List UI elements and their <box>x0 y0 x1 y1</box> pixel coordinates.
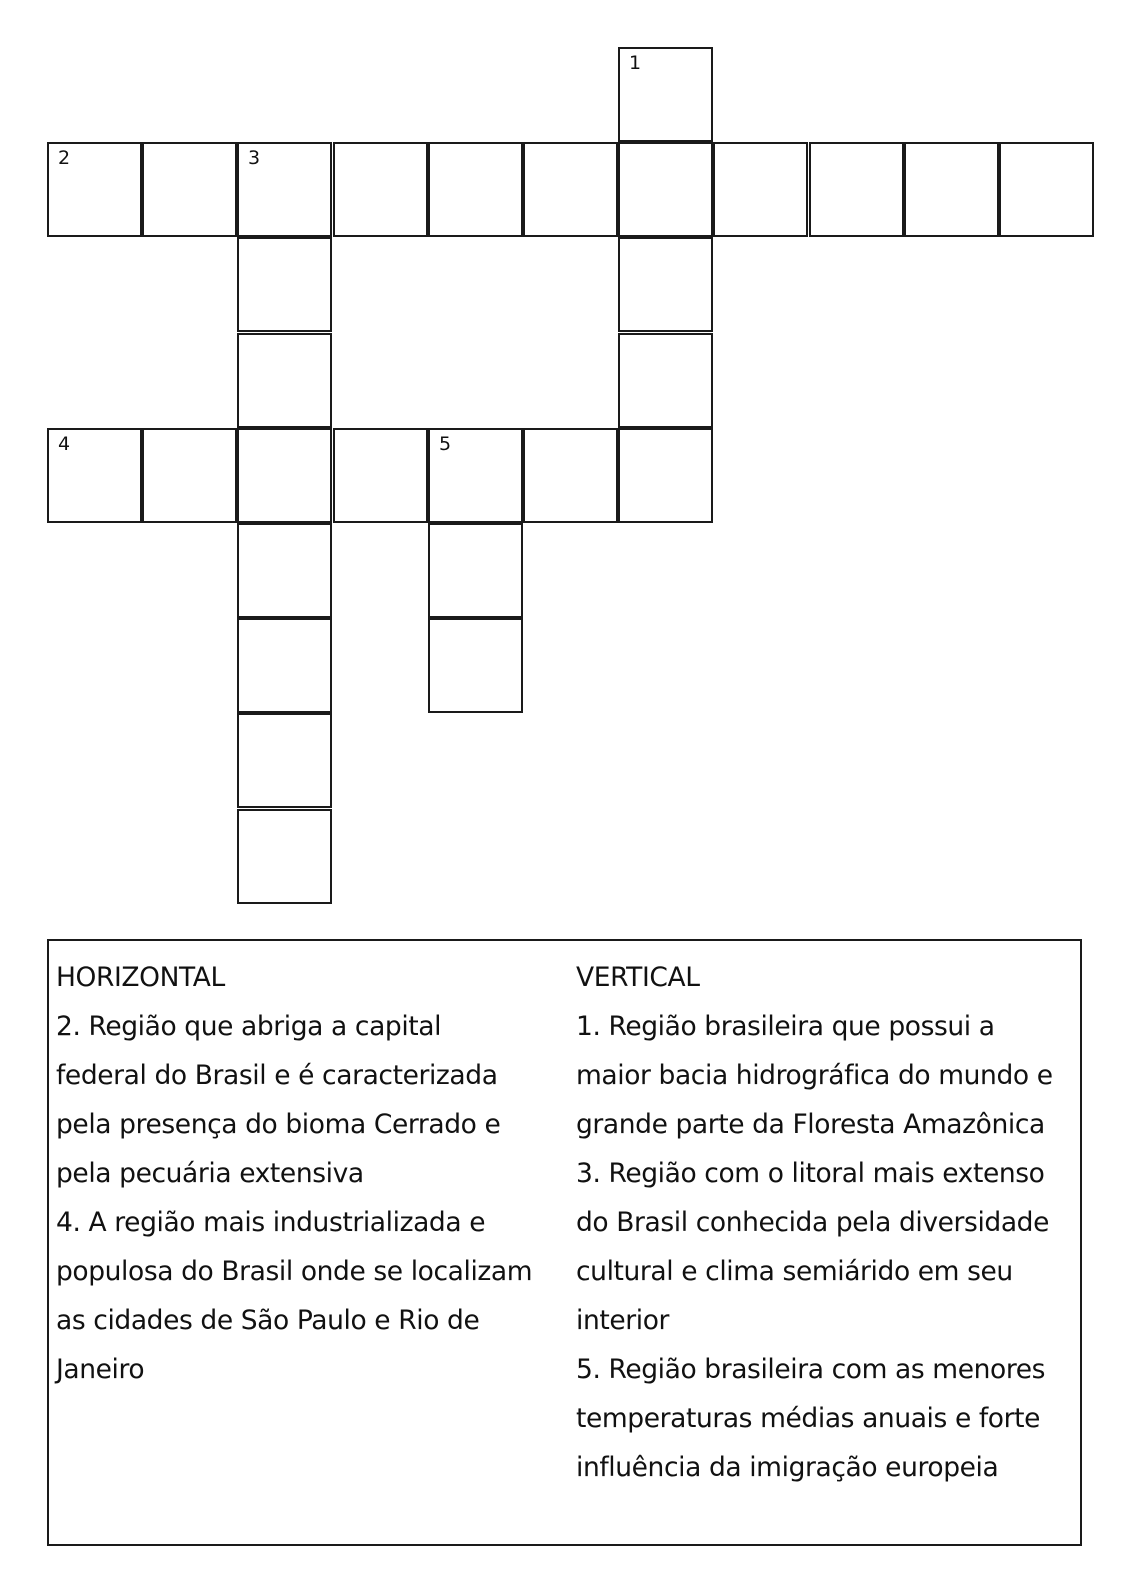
crossword-cell[interactable] <box>237 809 332 904</box>
vertical-clue-line: maior bacia hidrográfica do mundo e <box>576 1060 1053 1091</box>
vertical-clue-line: 1. Região brasileira que possui a <box>576 1011 995 1042</box>
crossword-cell[interactable] <box>237 523 332 618</box>
vertical-clues <box>576 953 1076 1492</box>
clue-number: 1 <box>629 52 642 74</box>
crossword-cell[interactable] <box>618 333 713 428</box>
crossword-cell[interactable] <box>237 333 332 428</box>
horizontal-clue-line: as cidades de São Paulo e Rio de <box>56 1305 480 1336</box>
crossword-cell[interactable] <box>237 237 332 332</box>
vertical-clue-line: influência da imigração europeia <box>576 1452 999 1483</box>
horizontal-clue-line: 4. A região mais industrializada e <box>56 1207 486 1238</box>
vertical-clue-line: 5. Região brasileira com as menores <box>576 1354 1046 1385</box>
vertical-clue-line: cultural e clima semiárido em seu <box>576 1256 1013 1287</box>
crossword-cell[interactable] <box>428 428 523 523</box>
crossword-cell[interactable] <box>237 618 332 713</box>
vertical-clue-line: grande parte da Floresta Amazônica <box>576 1109 1045 1140</box>
crossword-cell[interactable] <box>999 142 1094 237</box>
crossword-cell[interactable] <box>142 428 237 523</box>
horizontal-clue-line: Janeiro <box>56 1354 145 1385</box>
vertical-clue-line: 3. Região com o litoral mais extenso <box>576 1158 1045 1189</box>
clue-number: 5 <box>439 433 452 455</box>
crossword-cell[interactable] <box>428 142 523 237</box>
horizontal-clue-line: pela pecuária extensiva <box>56 1158 364 1189</box>
clues-box <box>47 939 1082 1546</box>
crossword-cell[interactable] <box>618 142 713 237</box>
crossword-cell[interactable] <box>47 428 142 523</box>
crossword-cell[interactable] <box>523 142 618 237</box>
horizontal-heading: HORIZONTAL <box>56 962 225 993</box>
crossword-cell[interactable] <box>618 237 713 332</box>
crossword-cell[interactable] <box>904 142 999 237</box>
crossword-cell[interactable] <box>237 142 332 237</box>
crossword-cell[interactable] <box>237 713 332 808</box>
horizontal-clue-line: 2. Região que abriga a capital <box>56 1011 442 1042</box>
crossword-cell[interactable] <box>333 142 428 237</box>
crossword-cell[interactable] <box>142 142 237 237</box>
crossword-cell[interactable] <box>713 142 808 237</box>
crossword-cell[interactable] <box>333 428 428 523</box>
crossword-cell[interactable] <box>618 47 713 142</box>
clue-number: 2 <box>58 147 71 169</box>
crossword-cell[interactable] <box>618 428 713 523</box>
crossword-cell[interactable] <box>237 428 332 523</box>
vertical-clue-line: interior <box>576 1305 670 1336</box>
crossword-cell[interactable] <box>809 142 904 237</box>
crossword-cell[interactable] <box>523 428 618 523</box>
horizontal-clue-line: federal do Brasil e é caracterizada <box>56 1060 498 1091</box>
crossword-cell[interactable] <box>428 523 523 618</box>
clue-number: 3 <box>248 147 261 169</box>
horizontal-clues <box>56 953 576 1394</box>
vertical-clue-line: do Brasil conhecida pela diversidade <box>576 1207 1049 1238</box>
vertical-clue-line: temperaturas médias anuais e forte <box>576 1403 1041 1434</box>
crossword-cell[interactable] <box>428 618 523 713</box>
vertical-heading: VERTICAL <box>576 962 700 993</box>
horizontal-clue-line: populosa do Brasil onde se localizam <box>56 1256 533 1287</box>
clue-number: 4 <box>58 433 71 455</box>
horizontal-clue-line: pela presença do bioma Cerrado e <box>56 1109 501 1140</box>
crossword-cell[interactable] <box>47 142 142 237</box>
